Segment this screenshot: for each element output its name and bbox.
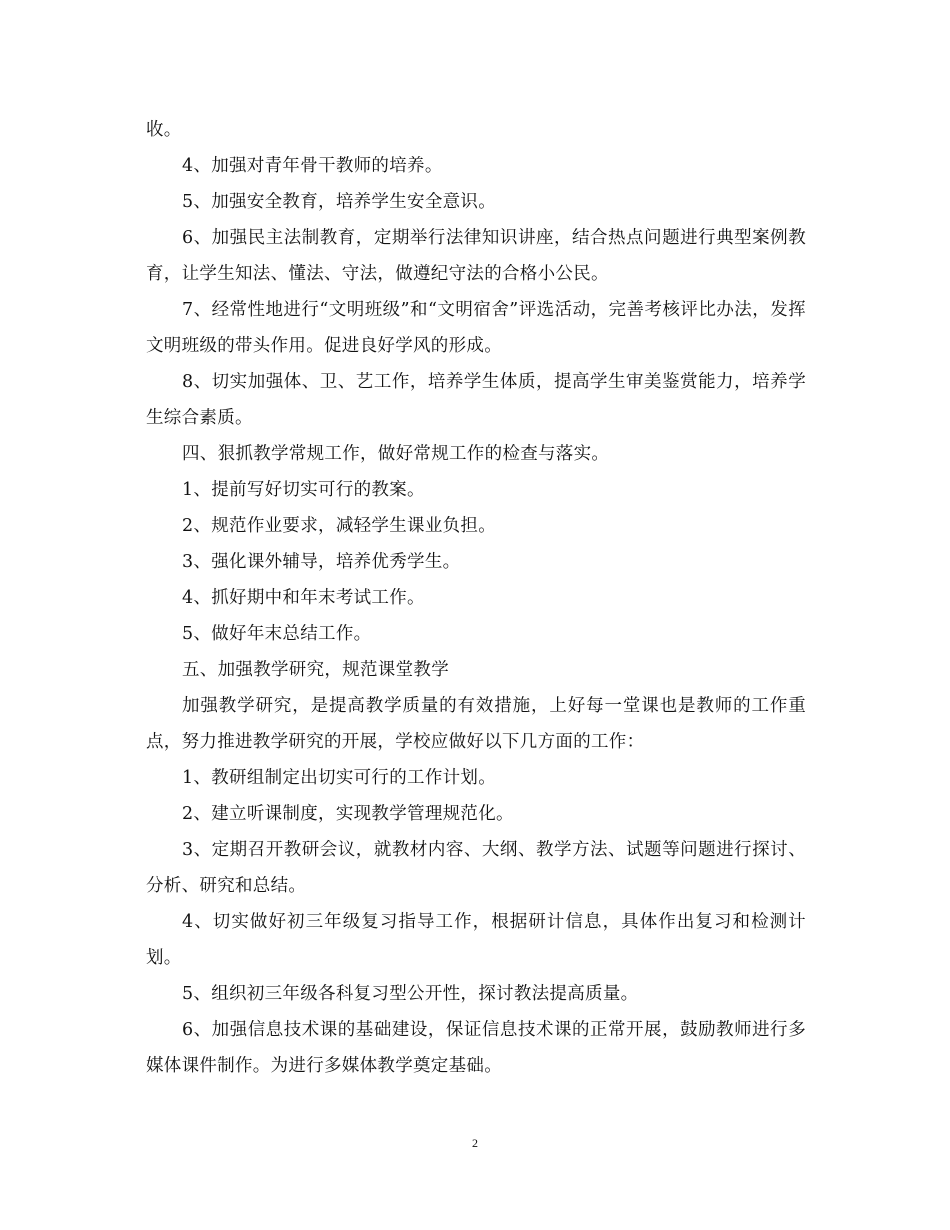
paragraph: 5、加强安全教育，培养学生安全意识。: [182, 192, 497, 212]
paragraph: 6、加强信息技术课的基础建设，保证信息技术课的正常开展，鼓励教师进行多媒体课件制作。为进行多媒体教学奠定基础。: [146, 1020, 806, 1076]
paragraph: 加强教学研究，是提高教学质量的有效措施，上好每一堂课也是教师的工作重点，努力推进教学研究的开展，学校应做好以下几方面的工作：: [146, 696, 806, 752]
paragraph: 4、切实做好初三年级复习指导工作，根据研计信息，具体作出复习和检测计划。: [146, 912, 806, 968]
section-heading: 五、加强教学研究，规范课堂教学: [182, 660, 449, 680]
paragraph: 4、加强对青年骨干教师的培养。: [182, 156, 443, 176]
document-body: [146, 112, 806, 1084]
section-heading: 四、狠抓教学常规工作，做好常规工作的检查与落实。: [182, 444, 610, 464]
paragraph: 2、规范作业要求，减轻学生课业负担。: [182, 516, 497, 536]
paragraph: 2、建立听课制度，实现教学管理规范化。: [182, 804, 514, 824]
paragraph: 7、经常性地进行“文明班级”和“文明宿舍”评选活动，完善考核评比办法，发挥文明班级的带头作用。促进良好学风的形成。: [146, 300, 806, 356]
page-number: 2: [472, 1136, 478, 1150]
paragraph: 3、定期召开教研会议，就教材内容、大纲、教学方法、试题等问题进行探讨、分析、研究和总结。: [146, 840, 806, 896]
paragraph: 8、切实加强体、卫、艺工作，培养学生体质，提高学生审美鉴赏能力，培养学生综合素质。: [146, 372, 806, 428]
paragraph: 收。: [146, 120, 182, 140]
paragraph: 1、教研组制定出切实可行的工作计划。: [182, 768, 497, 788]
paragraph: 3、强化课外辅导，培养优秀学生。: [182, 552, 461, 572]
paragraph: 5、做好年末总结工作。: [182, 624, 372, 644]
paragraph: 4、抓好期中和年末考试工作。: [182, 588, 425, 608]
paragraph: 6、加强民主法制教育，定期举行法律知识讲座，结合热点问题进行典型案例教育，让学生知法、懂法、守法，做遵纪守法的合格小公民。: [146, 228, 806, 284]
paragraph: 5、组织初三年级各科复习型公开性，探讨教法提高质量。: [182, 984, 639, 1004]
paragraph: 1、提前写好切实可行的教案。: [182, 480, 425, 500]
